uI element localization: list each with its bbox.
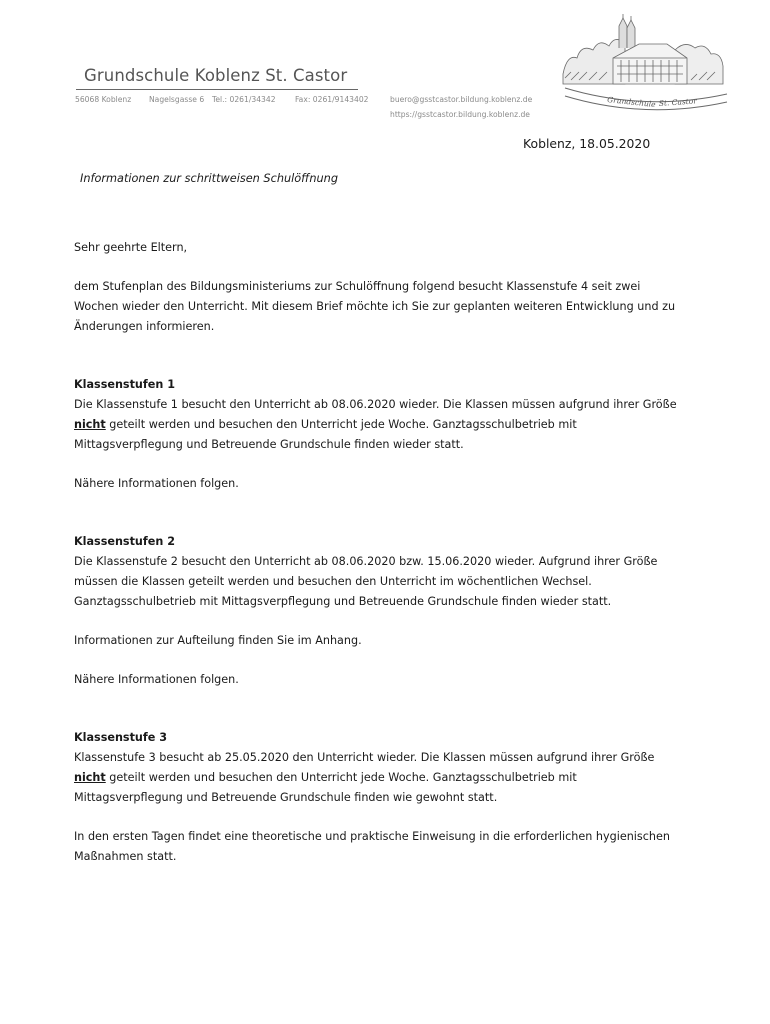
hygiene-line-1: In den ersten Tagen findet eine theoretische und praktische Einweisung in die erforderlichen hygienischen xyxy=(74,830,670,843)
stufe2-line-1: Die Klassenstufe 2 besucht den Unterricht ab 08.06.2020 bzw. 15.06.2020 wieder. Aufgrund ihrer Größe xyxy=(74,555,658,568)
website-url: https://gsstcastor.bildung.koblenz.de xyxy=(390,110,530,119)
intro-line-1: dem Stufenplan des Bildungsministeriums zur Schulöffnung folgend besucht Klassenstufe 4 seit zwei xyxy=(74,280,641,293)
hygiene-line-2: Maßnahmen statt. xyxy=(74,850,177,863)
stufe3-line-3: Mittagsverpflegung und Betreuende Grundschule finden wie gewohnt statt. xyxy=(74,791,498,804)
logo-lettering: St. Castor xyxy=(658,96,698,108)
section-heading-stufe3: Klassenstufe 3 xyxy=(74,731,168,744)
address-street: Nagelsgasse 6 xyxy=(149,95,205,104)
salutation: Sehr geehrte Eltern, xyxy=(74,241,188,254)
stufe2-line-3: Ganztagsschulbetrieb mit Mittagsverpflegung und Betreuende Grundschule finden wieder statt. xyxy=(74,595,612,608)
school-building-sketch-icon xyxy=(555,14,735,114)
letter-date: Koblenz, 18.05.2020 xyxy=(523,136,651,151)
address-city: 56068 Koblenz xyxy=(75,95,132,104)
header-divider xyxy=(76,89,358,90)
stufe1-line-2 xyxy=(74,415,577,435)
stufe1-line-2-rest: geteilt werden und besuchen den Unterricht jede Woche. Ganztagsschulbetrieb mit xyxy=(105,418,577,431)
stufe1-line-1: Die Klassenstufe 1 besucht den Unterricht ab 08.06.2020 wieder. Die Klassen müssen aufgrund ihrer Größe xyxy=(74,398,677,411)
stufe3-line-1: Klassenstufe 3 besucht ab 25.05.2020 den Unterricht wieder. Die Klassen müssen aufgrund ihrer Größe xyxy=(74,751,655,764)
stufe2-line-2: müssen die Klassen geteilt werden und besuchen den Unterricht im wöchentlichen Wechsel. xyxy=(74,575,592,588)
stufe1-note: Nähere Informationen folgen. xyxy=(74,477,239,490)
intro-line-2: Wochen wieder den Unterricht. Mit diesem Brief möchte ich Sie zur geplanten weiteren Entwicklung und zu xyxy=(74,300,676,313)
emphasis-nicht: nicht xyxy=(74,418,106,431)
section-heading-stufe1: Klassenstufen 1 xyxy=(74,378,175,391)
school-logo xyxy=(555,14,735,114)
intro-line-3: Änderungen informieren. xyxy=(74,320,215,333)
logo-lettering: Grundschule xyxy=(606,95,657,110)
stufe3-line-2-rest: geteilt werden und besuchen den Unterricht jede Woche. Ganztagsschulbetrieb mit xyxy=(105,771,577,784)
section-heading-stufe2: Klassenstufen 2 xyxy=(74,535,175,548)
school-name: Grundschule Koblenz St. Castor xyxy=(84,66,348,85)
stufe2-note: Nähere Informationen folgen. xyxy=(74,673,239,686)
letter-subject: Informationen zur schrittweisen Schulöffnung xyxy=(80,172,338,185)
stufe1-line-3: Mittagsverpflegung und Betreuende Grundschule finden wieder statt. xyxy=(74,438,464,451)
emphasis-nicht: nicht xyxy=(74,771,106,784)
stufe3-line-2 xyxy=(74,768,577,788)
stufe2-annex: Informationen zur Aufteilung finden Sie im Anhang. xyxy=(74,634,362,647)
email-address: buero@gsstcastor.bildung.koblenz.de xyxy=(390,95,533,104)
fax-number: Fax: 0261/9143402 xyxy=(295,95,369,104)
phone-number: Tel.: 0261/34342 xyxy=(212,95,276,104)
